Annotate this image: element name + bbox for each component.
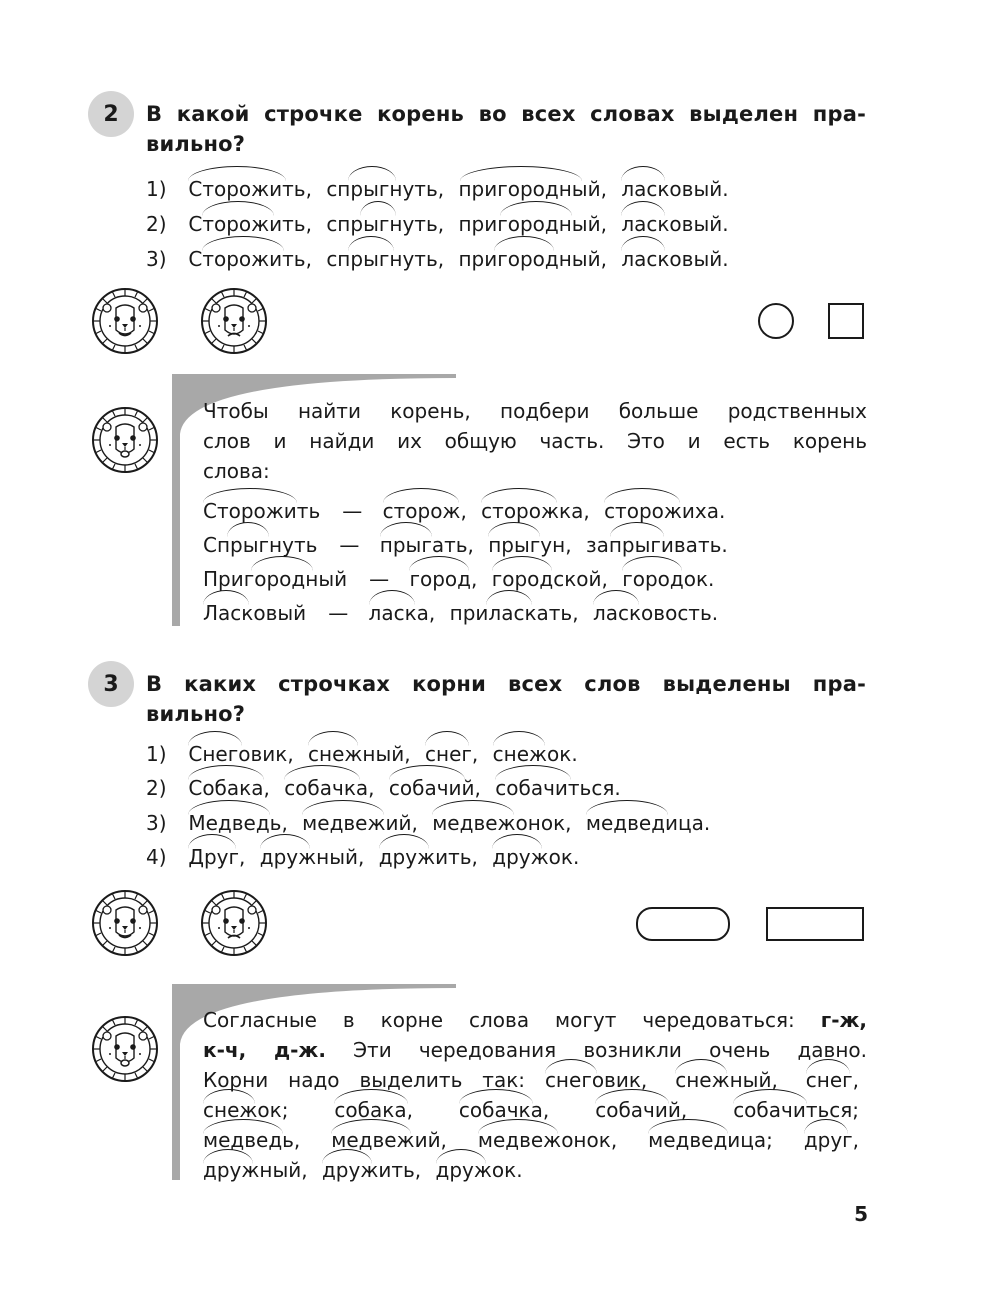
task-2-title: В какой строчке корень во всех словах выделен пра- вильно? [146, 102, 866, 156]
task-2-option-2: 2) Сторожить, спрыгнуть, пригородный, ласковый. [146, 207, 737, 241]
tip-2: Чтобы найти корень, подбери больше родственных слов и найди их общую часть. Это и есть корень слова: Сторожить — сторож, сторожка, сторожиха. Спрыгнуть — прыгать, прыгун, запрыгивать. Пригородный — город, городской, городок. Ласковый — ласка, приласкать, ласковость. [203, 396, 867, 630]
tip-3-line-2: к-ч, д-ж. Эти чередования возникли очень давно. [203, 1038, 867, 1062]
task-3-option-3: 3) Медведь, медвежий, медвежонок, медведица. [146, 806, 718, 840]
answer-rect-box[interactable] [766, 907, 864, 941]
page-number: 5 [854, 1202, 868, 1226]
tip-3-line-3: Корни надо выделить так: снеговик, снежный, снег, [203, 1065, 867, 1095]
answer-circle-box[interactable] [758, 303, 794, 339]
task-number-2: 2 [88, 91, 134, 137]
task-2-option-3: 3) Сторожить, спрыгнуть, пригородный, ласковый. [146, 242, 737, 276]
task-3-option-2: 2) Собака, собачка, собачий, собачиться. [146, 771, 629, 805]
tip-2-row-4: Ласковый — ласка, приласкать, ласковость. [203, 596, 867, 630]
tip-3-line-5: медведь, медвежий, медвежонок, медведица; друг, [203, 1125, 867, 1155]
lion-tip-icon [90, 1014, 160, 1084]
task-3-option-1: 1) Снеговик, снежный, снег, снежок. [146, 737, 586, 771]
answer-square-box[interactable] [828, 303, 864, 339]
tip-2-row-3: Пригородный — город, городской, городок. [203, 562, 867, 596]
tip-3-line-1: Согласные в корне слова могут чередоваться: г-ж, [203, 1008, 867, 1032]
task-3-title: В каких строчках корни всех слов выделены пра- вильно? [146, 672, 866, 726]
task-2-option-1: 1) Сторожить, спрыгнуть, пригородный, ласковый. [146, 172, 737, 206]
lion-tip-icon [90, 405, 160, 475]
lion-sad-icon[interactable] [199, 286, 269, 356]
answer-pill-box[interactable] [636, 907, 730, 941]
tip-3-line-4: снежок; собака, собачка, собачий, собачиться; [203, 1095, 867, 1125]
lion-sad-icon[interactable] [199, 888, 269, 958]
task-number-3: 3 [88, 661, 134, 707]
tip-2-row-2: Спрыгнуть — прыгать, прыгун, запрыгивать. [203, 528, 867, 562]
lion-happy-icon[interactable] [90, 888, 160, 958]
tip-3-line-6: дружный, дружить, дружок. [203, 1155, 867, 1185]
lion-happy-icon[interactable] [90, 286, 160, 356]
tip-3 [203, 1005, 867, 1185]
task-3-option-4: 4) Друг, дружный, дружить, дружок. [146, 840, 587, 874]
tip-2-row-1: Сторожить — сторож, сторожка, сторожиха. [203, 494, 867, 528]
